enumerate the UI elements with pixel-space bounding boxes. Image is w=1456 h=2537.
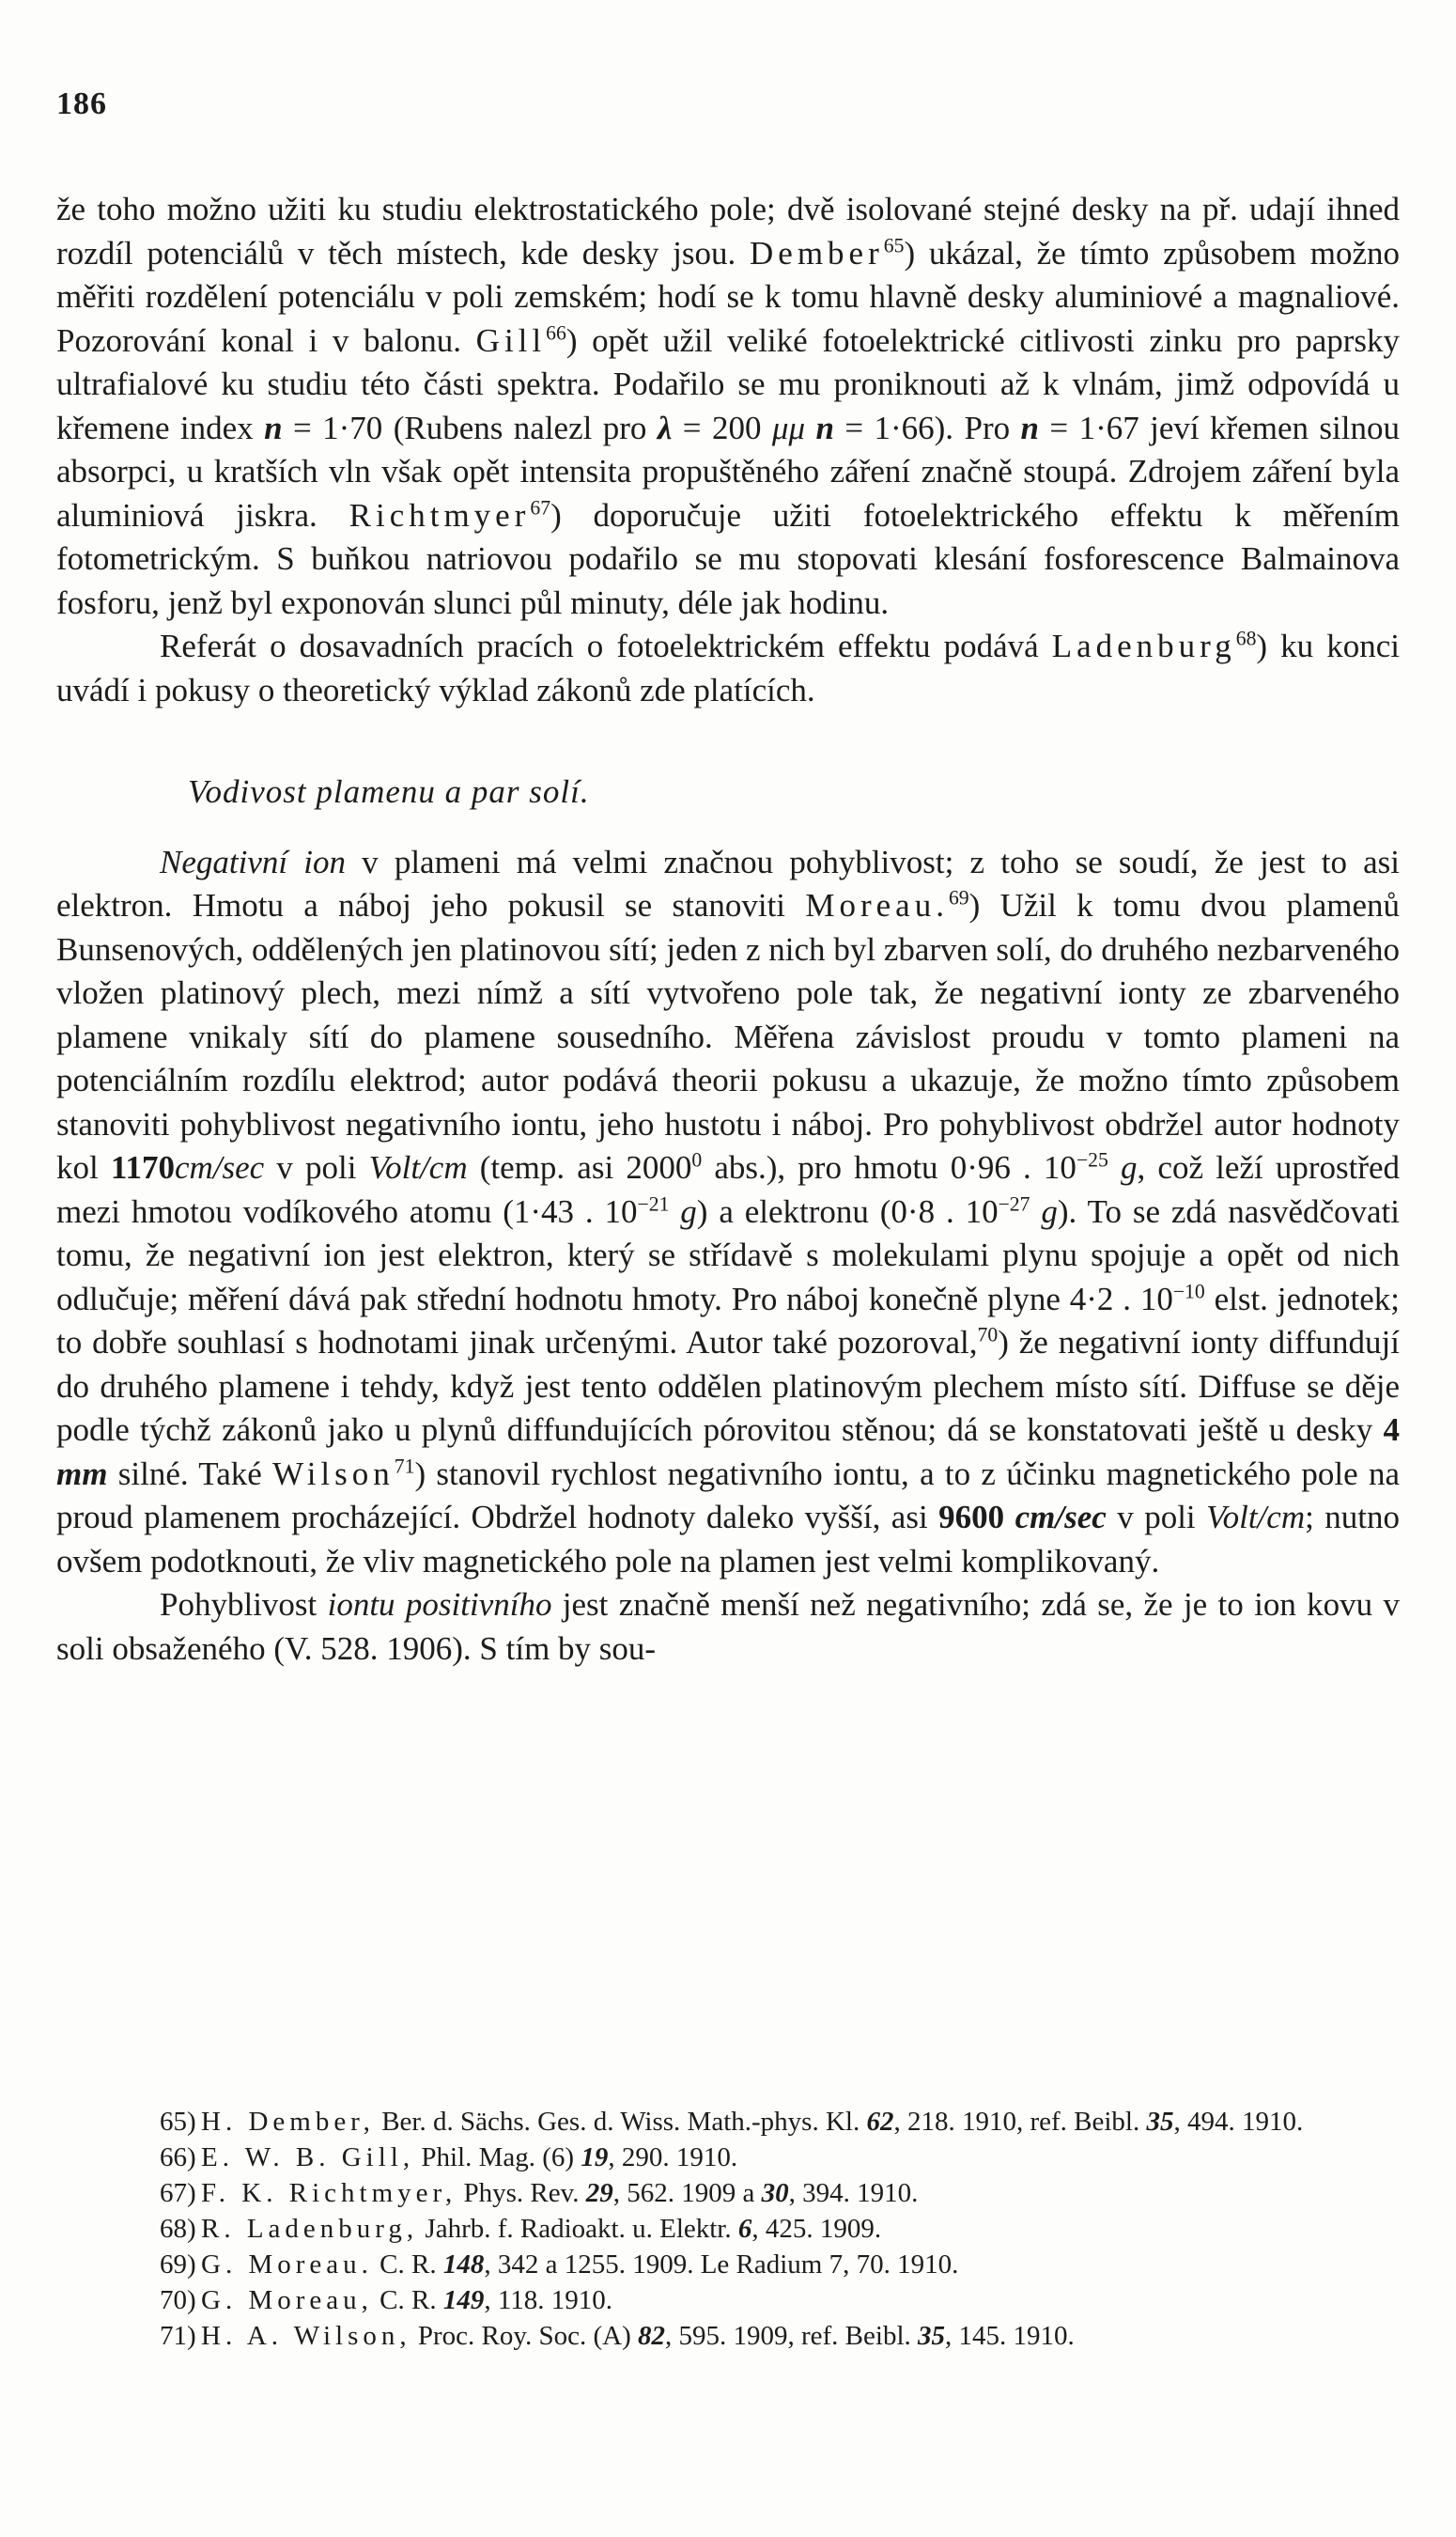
volume: 35 (1146, 2107, 1174, 2137)
author-name: Dember (750, 234, 884, 272)
volume: 148 (442, 2249, 485, 2280)
footnote-mark: 66) (160, 2142, 196, 2172)
volume: 6 (737, 2214, 752, 2244)
footnote-ref[interactable]: 66 (546, 320, 566, 344)
value: 4 (1383, 1411, 1400, 1448)
volume: 62 (866, 2107, 894, 2137)
unit: Volt/cm (368, 1149, 468, 1186)
section-heading: Vodivost plamenu a par solí. (188, 773, 590, 810)
exponent: −25 (1076, 1148, 1108, 1172)
unit: cm/sec (174, 1149, 265, 1186)
author-name: Richtmyer (349, 496, 531, 534)
exponent: −27 (998, 1191, 1030, 1215)
volume: 30 (761, 2178, 789, 2208)
unit: Volt/cm (1206, 1499, 1306, 1535)
emphasis: Negativní ion (160, 843, 346, 880)
author-name: Wilson (272, 1455, 395, 1492)
footnote-mark: 65) (160, 2107, 196, 2137)
unit: g (1030, 1192, 1058, 1230)
footnotes (56, 2105, 1400, 2355)
footnote-mark: 71) (160, 2321, 196, 2351)
unit: mm (56, 1455, 108, 1492)
footnote-mark: 69) (160, 2249, 196, 2280)
footnote-ref[interactable]: 65 (883, 233, 905, 257)
paragraph-negative-ion: Negativní ion v plameni má velmi značnou pohyblivost; z toho se soudí, že jest to asi elektron. Hmotu a náboj jeho pokusil se stanoviti Moreau.$^{69}$) Užil k tomu dvou plamenů Bunsenových, oddělených jen platinovou sítí; jeden z nich byl zbarven solí, do druhého nezbarveného vložen platinový plech, mezi nímž a sítí vytvořeno pole tak, že negativní ionty ze zbarveného plamene vnikaly sítí do plamene sousedního. Měřena závislost proudu v tomto plameni na potenciálním rozdílu elektrod; autor podává theorii pokusu a ukazuje, že možno tímto způsobem stanoviti pohyblivost negativního iontu, jeho hustotu i náboj. Pro pohyblivost obdržel autor hodnoty kol 1170cm/sec v poli Volt/cm (temp. asi 2000$^0$ abs.), pro hmotu 0·96 . $10^{-25}$ g, což leží uprostřed mezi hmotou vodíkového atomu (1·43 . $10^{-21}$ g) a elektronu (0·8 . $10^{-27}$ g). To se zdá nasvědčovati tomu, že negativní ion jest elektron, který se střídavě s molekulami plynu spojuje a opět od nich odlučuje; měření dává pak střední hodnotu hmoty. Pro náboj konečně plyne 4·2 . $10^{-10}$ elst. jednotek; to dobře souhlasí s hodnotami jinak určenými. Autor také pozoroval,$^{70}$) že negativní ionty diffundují do druhého plamene i tehdy, když jest tento oddělen platinovým plechem místo sítí. Diffuse se děje podle týchž zákonů jako u plynů diffundujících pórovitou stěnou; dá se konstatovati ještě u desky 4 mm silné. Také Wilson$^{71}$) stanovil rychlost negativního iontu, a to z účinku magnetického pole na proud plamenem procházející. Obdržel hodnoty daleko vyšší, asi 9600 cm/sec v poli Volt/cm; nutno ovšem podotknouti, že vliv magnetického pole na plamen jest velmi komplikovaný. (56, 843, 1401, 1580)
footnote-ref[interactable]: 69 (948, 886, 969, 910)
volume: 82 (638, 2321, 665, 2351)
emphasis: iontu positivního (327, 1586, 552, 1623)
volume: 19 (581, 2142, 609, 2172)
footnote-ref[interactable]: 70 (977, 1323, 999, 1346)
value: 1170 (110, 1149, 175, 1186)
author-name: F. K. Richtmyer, (201, 2178, 457, 2208)
page-number: 186 (56, 86, 107, 121)
author-name: Ladenburg (1051, 628, 1236, 664)
volume: 35 (918, 2321, 946, 2351)
unit: cm/sec (1015, 1499, 1107, 1535)
author-name: G. Moreau, (201, 2285, 373, 2315)
unit: g (1107, 1149, 1138, 1186)
footnote-65: 65) H. Dember, Ber. d. Sächs. Ges. d. Wiss. Math.-phys. Kl. 62, 218. 1910, ref. Beibl. 35, 494. 1910. (160, 2107, 1304, 2137)
footnote-ref[interactable]: 68 (1235, 627, 1257, 650)
footnote-67: 67) F. K. Richtmyer, Phys. Rev. 29, 562. 1909 a 30, 394. 1910. (160, 2178, 919, 2208)
exponent: −21 (637, 1191, 670, 1215)
body-text (56, 188, 1400, 1671)
math-symbol: n (264, 409, 283, 446)
footnote-mark: 67) (160, 2178, 196, 2208)
footnote-mark: 68) (160, 2214, 196, 2244)
footnote-71: 71) H. A. Wilson, Proc. Roy. Soc. (A) 82, 595. 1909, ref. Beibl. 35, 145. 1910. (160, 2321, 1075, 2351)
math-symbol: λ (657, 409, 673, 446)
footnote-mark: 70) (160, 2285, 196, 2315)
math-symbol: n (815, 409, 834, 446)
author-name: E. W. B. Gill, (201, 2142, 415, 2172)
author-name: H. Dember, (201, 2107, 375, 2137)
author-name: Gill (475, 321, 547, 359)
footnote-68: 68) R. Ladenburg, Jahrb. f. Radioakt. u. Elektr. 6, 425. 1909. (160, 2214, 882, 2244)
paragraph-review: Referát o dosavadních pracích o fotoelektrickém effektu podává Ladenburg$^{68}$) ku konci uvádí i pokusy o theoretický výklad zákonů zde platících. (56, 627, 1400, 708)
footnote-70: 70) G. Moreau, C. R. 149, 118. 1910. (160, 2285, 613, 2315)
footnote-ref[interactable]: 71 (394, 1454, 415, 1477)
author-name: H. A. Wilson, (201, 2321, 411, 2351)
author-name: R. Ladenburg, (201, 2214, 419, 2244)
math-symbol: n (1020, 409, 1039, 446)
paragraph-positive-ion: Pohyblivost iontu positivního jest značně menší než negativního; zdá se, že je to ion kovu v soli obsaženého (V. 528. 1906). S tím by sou- (56, 1586, 1400, 1667)
superscript: 0 (691, 1148, 703, 1172)
unit: μμ (771, 409, 806, 446)
volume: 149 (442, 2285, 485, 2315)
value: 9600 (938, 1499, 1005, 1535)
footnote-69: 69) G. Moreau. C. R. 148, 342 a 1255. 1909. Le Radium 7, 70. 1910. (160, 2249, 959, 2280)
footnote-ref[interactable]: 67 (530, 495, 551, 519)
unit: g (669, 1192, 697, 1230)
footnote-66: 66) E. W. B. Gill, Phil. Mag. (6) 19, 290. 1910. (160, 2142, 738, 2172)
exponent: −10 (1172, 1279, 1205, 1302)
volume: 29 (585, 2178, 613, 2208)
author-name: G. Moreau. (201, 2249, 373, 2280)
paragraph-photoelectric: že toho možno užiti ku studiu elektrostatického pole; dvě isolované stejné desky na př. udají ihned rozdíl potenciálů v těch místech, kde desky jsou. Dember$^{65}$) ukázal, že tímto způsobem možno měřiti rozdělení potenciálu v poli zemském; hodí se k tomu hlavně desky aluminiové a magnaliové. Pozorování konal i v balonu. Gill$^{66}$) opět užil veliké fotoelektrické citlivosti zinku pro paprsky ultrafialové ku studiu této části spektra. Podařilo se mu proniknouti až k vlnám, jimž odpovídá u křemene index n = 1·70 (Rubens nalezl pro λ = 200 μμ n = 1·66). Pro n = 1·67 jeví křemen silnou absorpci, u kratších vln však opět intensita propuštěného záření značně stoupá. Zdrojem záření byla aluminiová jiskra. Richtmyer$^{67}$) doporučuje užiti fotoelektrického effektu k měřením fotometrickým. S buňkou natriovou podařilo se mu stopovati klesání fosforescence Balmainova fosforu, jenž byl exponován slunci půl minuty, déle jak hodinu. (56, 191, 1400, 621)
author-name: Moreau. (805, 887, 949, 924)
